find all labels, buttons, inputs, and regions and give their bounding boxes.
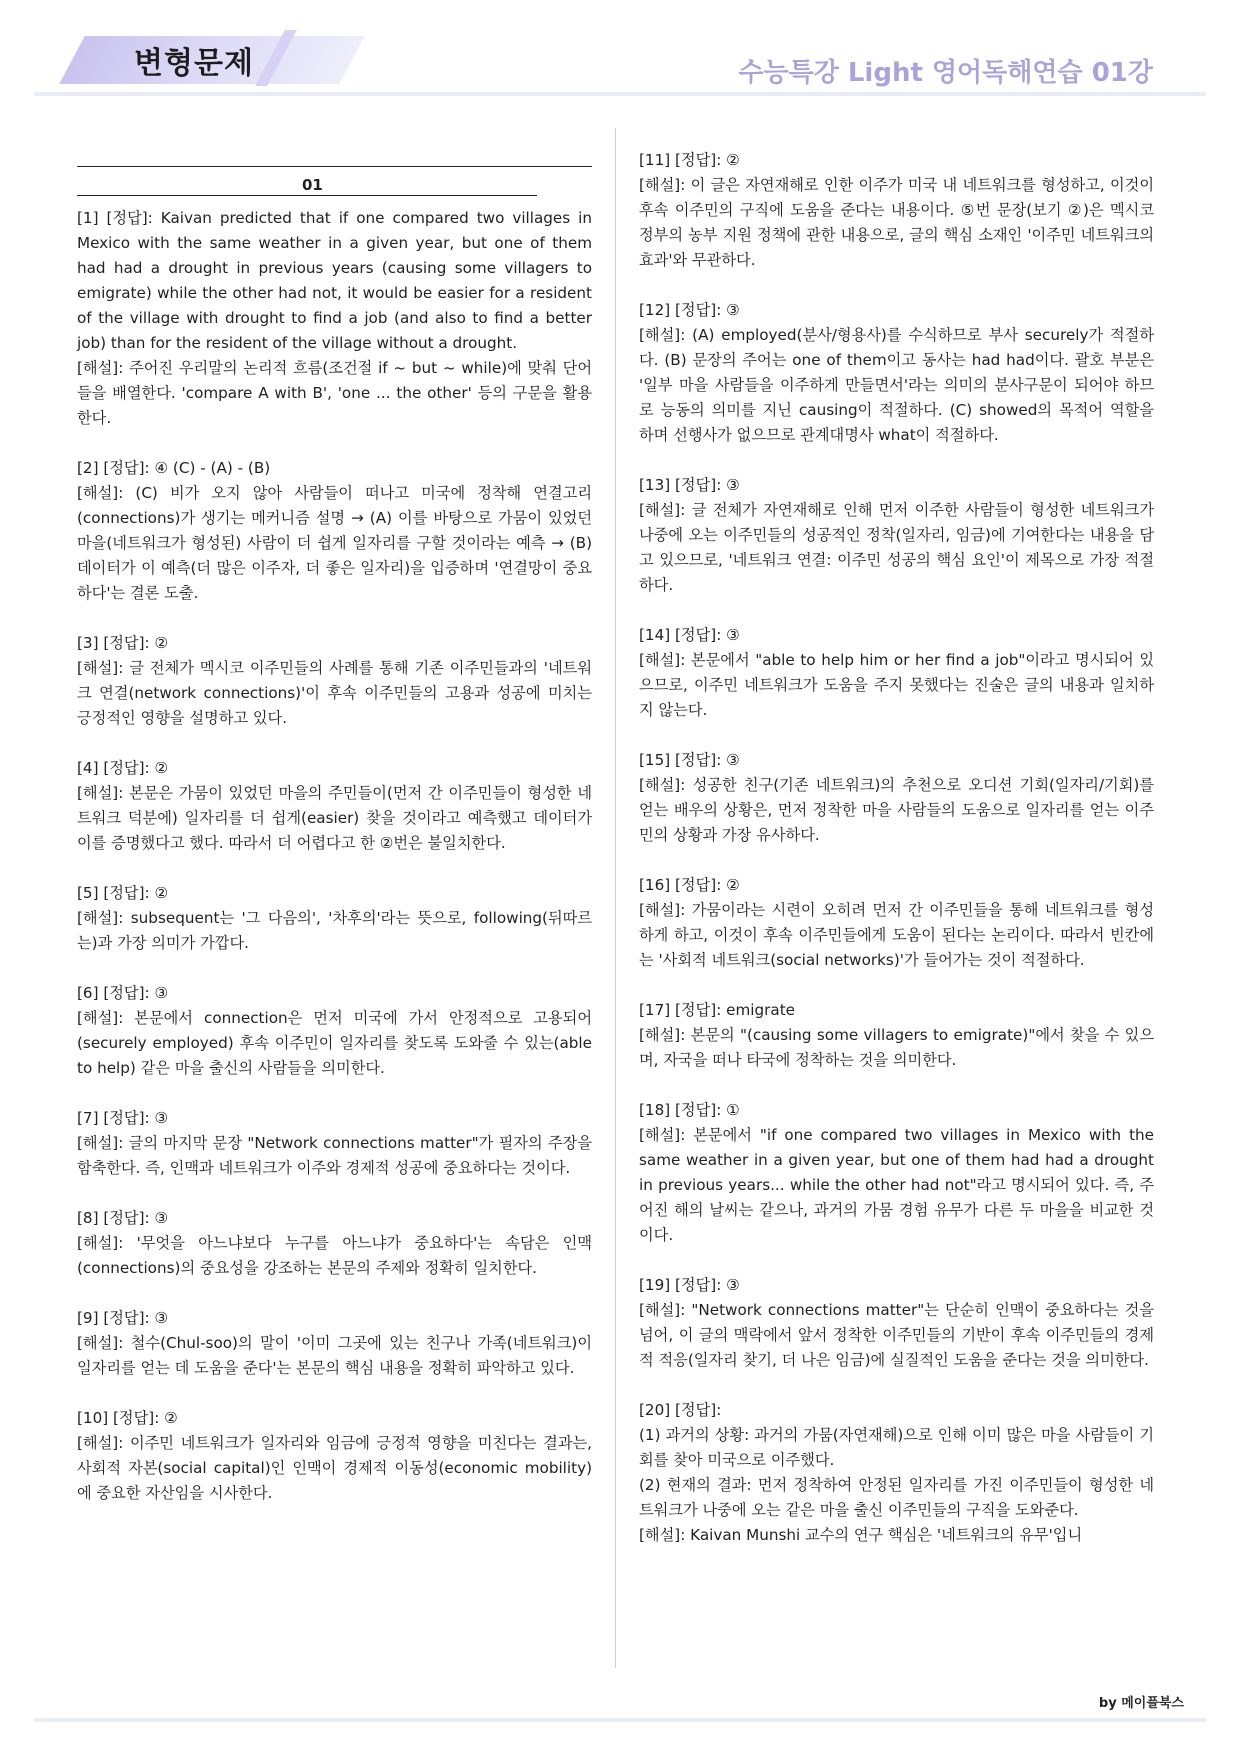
answer-explanation: [해설]: 본문은 가뭄이 있었던 마을의 주민들이(먼저 간 이주민들이 형성한 네트워크 덕분에) 일자리를 더 쉽게(easier) 찾을 것이라고 예측했고 데이터가 이를 증명했다고 했다. 따라서 더 어렵다고 한 ②번은 불일치한다. — [77, 784, 592, 852]
answer-explanation: [해설]: 이 글은 자연재해로 인한 이주가 미국 내 네트워크를 형성하고, 이것이 후속 이주민의 구직에 도움을 준다는 내용이다. ⑤번 문장(보기 ②)은 멕시코 정부의 농부 지원 정책에 관한 내용으로, 글의 핵심 소재인 '이주민 네트워크의 효과'와 무관하다. — [639, 176, 1154, 269]
answer-line — [77, 1406, 592, 1431]
answer-label: [1] [정답]: — [77, 209, 161, 227]
answer-line — [639, 148, 1154, 173]
answer-item — [77, 206, 592, 431]
answer-value: ② — [726, 876, 740, 894]
answer-label: [5] [정답]: — [77, 884, 155, 902]
answer-explanation: [해설]: 글 전체가 자연재해로 인해 먼저 이주한 사람들이 형성한 네트워크가 나중에 오는 이주민들의 성공적인 정착(일자리, 임금)에 기여한다는 내용을 담고 있으므로, '네트워크 연결: 이주민 성공의 핵심 요인'이 제목으로 가장 적절하다. — [639, 501, 1154, 594]
right-answer-list — [639, 148, 1154, 1373]
answer-line — [77, 631, 592, 656]
answer-item — [639, 298, 1154, 448]
answer-item — [639, 148, 1154, 273]
answer-value: ③ — [154, 1309, 169, 1327]
answer-item — [639, 1273, 1154, 1373]
answer-item — [639, 473, 1154, 598]
answer-value: ③ — [154, 1209, 169, 1227]
answer-label: [19] [정답]: — [639, 1276, 727, 1294]
footer-credit — [1099, 1692, 1184, 1711]
answer-line — [639, 873, 1154, 898]
answer-explanation: [해설]: 이주민 네트워크가 일자리와 임금에 긍정적 영향을 미친다는 결과는, 사회적 자본(social capital)인 인맥이 경제적 이동성(economic mobility)에 중요한 자산임을 시사한다. — [77, 1434, 592, 1502]
section-number: 01 — [302, 176, 323, 194]
section-heading — [77, 160, 592, 196]
section-rule-top — [77, 166, 592, 167]
answer-explanation: [해설]: 글의 마지막 문장 "Network connections matter"가 필자의 주장을 함축한다. 즉, 인맥과 네트워크가 이주와 경제적 성공에 중요하다는 것이다. — [77, 1134, 592, 1177]
answer-item — [639, 873, 1154, 973]
answer-item — [77, 1306, 592, 1381]
answer-item — [77, 456, 592, 606]
answer-value: ③ — [726, 626, 740, 644]
answer-line — [77, 1206, 592, 1231]
answer-value: ② — [164, 1409, 178, 1427]
answer-value: ② — [726, 151, 740, 169]
answer-explanation: [해설]: "Network connections matter"는 단순히 인맥이 중요하다는 것을 넘어, 이 글의 맥락에서 앞서 정착한 이주민들의 기반이 후속 이주민들의 경제적 적응(일자리 찾기, 더 나은 임금)에 실질적인 도움을 준다는 것을 의미한다. — [639, 1301, 1154, 1369]
item-20-explanation: [해설]: Kaivan Munshi 교수의 연구 핵심은 '네트워크의 유무'입니 — [639, 1526, 1083, 1544]
header-title: 수능특강 Light 영어독해연습 01강 — [738, 58, 1153, 88]
answer-label: [7] [정답]: — [77, 1109, 155, 1127]
answer-item — [639, 998, 1154, 1073]
answer-explanation: [해설]: (C) 비가 오지 않아 사람들이 떠나고 미국에 정착해 연결고리(connections)가 생기는 메커니즘 설명 → (A) 이를 바탕으로 가뭄이 있었던 마을(네트워크가 형성된) 사람이 더 쉽게 일자리를 구할 것이라는 예측 → (B) 데이터가 이 예측(더 많은 이주자, 더 좋은 일자리)을 입증하며 '연결망이 중요하다'는 결론 도출. — [77, 484, 592, 602]
footer-prefix: by — [1098, 1696, 1117, 1711]
answer-line — [639, 1098, 1154, 1123]
answer-line — [77, 206, 592, 356]
answer-value: ② — [154, 884, 169, 902]
answer-line — [77, 1306, 592, 1331]
answer-explanation: [해설]: 주어진 우리말의 논리적 흐름(조건절 if ~ but ~ while)에 맞춰 단어들을 배열한다. 'compare A with B', 'one ... the other' 등의 구문을 활용한다. — [77, 359, 592, 427]
answer-label: [2] [정답]: — [77, 459, 155, 477]
answer-explanation: [해설]: 가뭄이라는 시련이 오히려 먼저 간 이주민들을 통해 네트워크를 형성하게 하고, 이것이 후속 이주민들에게 도움이 된다는 논리이다. 따라서 빈칸에는 '사회적 네트워크(social networks)'가 들어가는 것이 적절하다. — [639, 901, 1154, 969]
answer-line — [77, 756, 592, 781]
answer-value: ② — [154, 634, 169, 652]
answer-item — [77, 631, 592, 731]
answer-value: emigrate — [726, 1001, 796, 1019]
answer-explanation: [해설]: subsequent는 '그 다음의', '차후의'라는 뜻으로, following(뒤따르는)과 가장 의미가 가깝다. — [77, 909, 592, 952]
answer-label: [17] [정답]: — [639, 1001, 727, 1019]
answer-line — [639, 1273, 1154, 1298]
answer-item — [77, 1406, 592, 1506]
answer-explanation: [해설]: 철수(Chul-soo)의 말이 '이미 그곳에 있는 친구나 가족(네트워크)이 일자리를 얻는 데 도움을 준다'는 본문의 핵심 내용을 정확히 파악하고 있다. — [77, 1334, 592, 1377]
answer-value: ③ — [154, 1109, 169, 1127]
answer-line — [639, 298, 1154, 323]
page-header — [0, 0, 1240, 100]
right-column — [639, 148, 1154, 1573]
answer-value: ③ — [726, 751, 740, 769]
answer-item — [639, 623, 1154, 723]
footer-divider — [34, 1718, 1206, 1722]
header-badge: 변형문제 — [134, 46, 254, 81]
answer-explanation: [해설]: (A) employed(분사/형용사)를 수식하므로 부사 securely가 적절하다. (B) 문장의 주어는 one of them이고 동사는 had had이다. 괄호 부분은 '일부 마을 사람들을 이주하게 만들면서'라는 의미의 분사구문이 되어야 하므로 능동의 의미를 지닌 causing이 적절하다. (C) showed의 목적어 역할을 하며 선행사가 없으므로 관계대명사 what이 적절하다. — [639, 326, 1154, 444]
answer-item-20 — [639, 1398, 1154, 1548]
item-20-line-1: (1) 과거의 상황: 과거의 가뭄(자연재해)으로 인해 이미 많은 마을 사람들이 기회를 찾아 미국으로 이주했다. — [639, 1426, 1154, 1469]
answer-label: [10] [정답]: — [77, 1409, 165, 1427]
item-20-line-2: (2) 현재의 결과: 먼저 정착하여 안정된 일자리를 가진 이주민들이 형성한 네트워크가 나중에 오는 같은 마을 출신 이주민들의 구직을 도와준다. — [639, 1476, 1154, 1519]
answer-explanation: [해설]: 본문에서 "if one compared two villages in Mexico with the same weather in a given year, but one of them had had a drought in previous years... while the other had not"라고 명시되어 있다. 즉, 주어진 해의 날씨는 같으나, 과거의 가뭄 경험 유무가 다른 두 마을을 비교한 것이다. — [639, 1126, 1154, 1244]
item-20-label: [20] [정답]: — [639, 1401, 722, 1419]
answer-label: [8] [정답]: — [77, 1209, 155, 1227]
answer-label: [11] [정답]: — [639, 151, 727, 169]
answer-label: [4] [정답]: — [77, 759, 155, 777]
footer-brand: 메이플북스 — [1121, 1696, 1184, 1711]
answer-label: [6] [정답]: — [77, 984, 155, 1002]
answer-line — [77, 1106, 592, 1131]
left-column — [77, 160, 592, 1531]
answer-line — [77, 981, 592, 1006]
answer-line — [639, 623, 1154, 648]
answer-value: Kaivan predicted that if one compared two villages in Mexico with the same weather in a given year, but one of them had had a drought in previous years (causing some villagers to emigrate) while the other had not, it would be easier for a resident of the village with drought to find a job (and also to find a better job) than for the resident of the village without a drought. — [77, 209, 592, 352]
answer-label: [3] [정답]: — [77, 634, 155, 652]
answer-item — [77, 981, 592, 1081]
answer-label: [16] [정답]: — [639, 876, 727, 894]
answer-value: ② — [154, 759, 169, 777]
answer-item — [639, 748, 1154, 848]
answer-value: ③ — [154, 984, 169, 1002]
answer-line — [77, 881, 592, 906]
answer-explanation: [해설]: 본문의 "(causing some villagers to emigrate)"에서 찾을 수 있으며, 자국을 떠나 타국에 정착하는 것을 의미한다. — [639, 1026, 1154, 1069]
header-divider — [34, 92, 1206, 96]
answer-item — [77, 881, 592, 956]
answer-label: [13] [정답]: — [639, 476, 727, 494]
answer-line — [639, 473, 1154, 498]
answer-explanation: [해설]: '무엇을 아느냐보다 누구를 아느냐가 중요하다'는 속담은 인맥(connections)의 중요성을 강조하는 본문의 주제와 정확히 일치한다. — [77, 1234, 592, 1277]
answer-line — [77, 456, 592, 481]
answer-line — [639, 748, 1154, 773]
answer-explanation: [해설]: 본문에서 connection은 먼저 미국에 가서 안정적으로 고용되어(securely employed) 후속 이주민이 일자리를 찾도록 도와줄 수 있는(able to help) 같은 마을 출신의 사람들을 의미한다. — [77, 1009, 592, 1077]
answer-item — [77, 1206, 592, 1281]
answer-value: ④ (C) - (A) - (B) — [154, 459, 271, 477]
answer-value: ③ — [726, 1276, 740, 1294]
answer-label: [15] [정답]: — [639, 751, 727, 769]
section-rule-bottom — [77, 195, 537, 196]
answer-explanation: [해설]: 성공한 친구(기존 네트워크)의 추천으로 오디션 기회(일자리/기회)를 얻는 배우의 상황은, 먼저 정착한 마을 사람들의 도움으로 일자리를 얻는 이주민의 상황과 가장 유사하다. — [639, 776, 1154, 844]
answer-label: [12] [정답]: — [639, 301, 727, 319]
answer-value: ① — [726, 1101, 740, 1119]
column-divider — [615, 128, 616, 1668]
answer-item — [77, 1106, 592, 1181]
answer-value: ③ — [726, 301, 740, 319]
answer-explanation: [해설]: 글 전체가 멕시코 이주민들의 사례를 통해 기존 이주민들과의 '네트워크 연결(network connections)'이 후속 이주민들의 고용과 성공에 미치는 긍정적인 영향을 설명하고 있다. — [77, 659, 592, 727]
answer-label: [14] [정답]: — [639, 626, 727, 644]
answer-line — [639, 998, 1154, 1023]
answer-item — [77, 756, 592, 856]
answer-label: [18] [정답]: — [639, 1101, 727, 1119]
answer-value: ③ — [726, 476, 740, 494]
answer-explanation: [해설]: 본문에서 "able to help him or her find a job"이라고 명시되어 있으므로, 이주민 네트워크가 도움을 주지 못했다는 진술은 글의 내용과 일치하지 않는다. — [639, 651, 1154, 719]
answer-label: [9] [정답]: — [77, 1309, 155, 1327]
answer-item — [639, 1098, 1154, 1248]
left-answer-list — [77, 206, 592, 1506]
